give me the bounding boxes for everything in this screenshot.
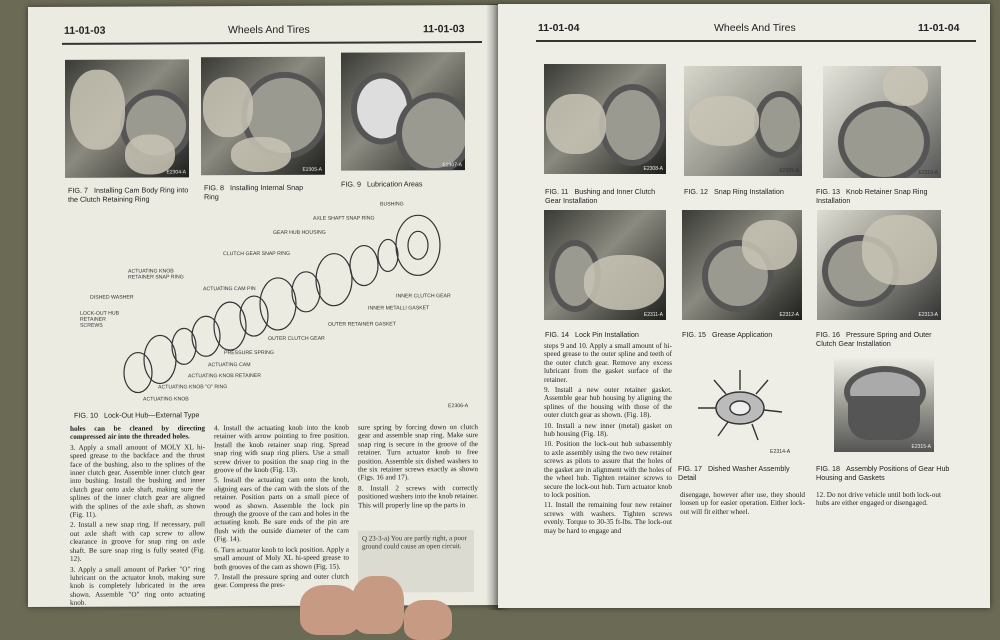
fig16-photo [817,210,941,320]
left-col1-para-1: holes can be cleaned by directing compressed air into the threaded holes. [70,424,205,442]
fig12-photo [684,66,802,176]
left-text-column-3 [358,423,478,512]
label-outer-clutch-gear: OUTER CLUTCH GEAR [268,335,325,342]
label-clutch-gear-snap-ring: CLUTCH GEAR SNAP RING [223,250,291,258]
fig11-code: E2308-A [643,166,663,172]
right-text-column-2 [680,491,805,518]
label-inner-clutch-gear: INNER CLUTCH GEAR [396,293,451,300]
right-col1-para-4: 10. Position the lock-out hub subassembly to axle assembly using the two new retainer screws as pilots to assure that the holes of the gasket are in alignment with the holes of the wheel hub. Tighten retainer screws to secure the lock-out hub. Turn actuator knob to lock position. [544,440,672,499]
fig10-number: FIG. 10 [74,410,98,420]
fig8-photo [201,57,325,176]
fig15-text: Grease Application [711,330,773,339]
fig12-number: FIG. 12 [684,187,708,196]
label-axle-shaft-snap-ring: AXLE SHAFT SNAP RING [313,215,375,222]
label-pressure-spring: PRESSURE SPRING [224,349,274,357]
right-col2-para-1: disengage, however after use, they should loosen up for easier operation. Either lock-out will fit either wheel. [680,491,805,516]
fig9-text: Lubrication Areas [366,179,423,189]
label-inner-metalli-gasket: INNER METALLI GASKET [368,305,430,312]
fig13-photo [823,66,941,178]
fig10-caption [74,410,374,420]
left-col1-para-3: 2. Install a new snap ring. If necessary, pull out axle shaft with cap screw to allow clearance in groove for snap ring on axle shaft. Be sure snap ring is fully seated (Fig. 12). [70,520,205,563]
fig18-text: Assembly Positions of Gear Hub Housing and Gaskets [816,464,950,482]
fig9-number: FIG. 9 [341,179,361,189]
fig17-text: Dished Washer Assembly Detail [678,464,790,482]
right-col1-para-3: 10. Install a new inner (metal) gasket on hub housing (Fig. 18). [544,421,672,439]
label-outer-retainer-gasket: OUTER RETAINER GASKET [328,321,396,328]
fig11-caption [545,187,670,205]
left-text-column-2 [214,424,349,592]
fig10-text: Lock-Out Hub—External Type [103,410,200,420]
right-text-column-3 [816,491,941,510]
fig17-number: FIG. 17 [678,464,702,473]
fig18-photo [834,356,934,452]
page-number-right-outer: 11-01-04 [918,22,960,34]
fig15-caption [682,330,807,339]
left-col3-para-1: sure spring by forcing down on clutch gear and assemble snap ring. Make sure snap ring is secure in the groove of the retainer. Turn actuator knob to free position. Assemble six dished washers to the six retainer screws exactly as shown (Figs. 16 and 17). [358,423,478,483]
left-col2-para-1: 4. Install the actuating knob into the knob retainer with arrow pointing to free position. Install the knob retainer snap ring. Spread snap ring with snap ring pliers. Use a small screw driver to position the snap ring in the groove of the knob (Fig. 13). [214,423,349,475]
fig7-photo [65,59,189,178]
fig9-code: E2307-A [442,162,462,169]
label-actuating-knob: ACTUATING KNOB [143,396,189,403]
header-rule-right [536,40,976,42]
fig14-number: FIG. 14 [545,330,569,339]
fig7-code: E2304-A [166,169,186,176]
fig7-text: Installing Cam Body Ring into the Clutch Retaining Ring [68,185,189,204]
fig14-caption [545,330,670,339]
fig16-caption [816,330,951,348]
fig17-caption [678,464,798,482]
fig18-caption [816,464,956,482]
right-text-column-1 [544,342,672,537]
fig8-code: E2305-A [302,166,322,173]
fig9-caption [341,179,471,189]
label-retainer-screws: LOCK-OUT HUB RETAINER SCREWS [80,310,120,329]
fig18-code: E2315-A [911,444,931,450]
fig10-code: E2306-A [448,403,469,410]
fig17-dished-washer-drawing [678,360,808,456]
fig15-code: E2312-A [779,312,799,318]
left-col2-para-3: 6. Turn actuator knob to lock position. Apply a small amount of Moly XL hi-speed grease to both grooves of the cam as shown (Fig. 15). [214,545,349,571]
fig16-code: E2313-A [918,312,938,318]
fig9-photo [341,52,465,171]
fig13-text: Knob Retainer Snap Ring Installation [816,187,928,205]
left-col1-para-4: 3. Apply a small amount of Parker "O" ring lubricant on the actuator knob, making sure knob is completely lubricated in the area shown. Assemble "O" ring onto actuating knob. [70,564,205,607]
label-actuating-knob-retainer: ACTUATING KNOB RETAINER [188,373,262,380]
page-number-right: 11-01-04 [538,22,580,34]
fig14-photo [544,210,666,320]
fig8-text: Installing Internal Snap Ring [204,182,304,202]
fig13-number: FIG. 13 [816,187,840,196]
quiz-note: Q 23-3-a) You are partly right, a poor ground could cause an open circuit. [358,530,474,593]
section-title-left: Wheels And Tires [228,23,310,37]
fig7-number: FIG. 7 [68,185,88,195]
fig11-text: Bushing and Inner Clutch Gear Installation [545,187,656,205]
header-rule [62,41,482,45]
fig18-number: FIG. 18 [816,464,840,473]
label-actuating-cam: ACTUATING CAM [208,362,251,369]
left-col1-para-2: 3. Apply a small amount of MOLY XL hi-speed grease to the backface and the thrust face of the bushing, also to the splines of the inner clutch gear. Assemble inner clutch gear into bushing. Install the bushing and inner clutch gear onto axle shaft, making sure the splines of the inner clutch gear are aligned with the splines of the axle shaft, as shown (Fig. 11). [70,443,205,519]
thumb [300,585,360,635]
left-col2-para-4: 7. Install the pressure spring and outer clutch gear. Compress the pres- [214,572,349,590]
page-number-left: 11-01-03 [64,24,106,37]
label-bushing: BUSHING [380,201,404,208]
right-col3-para-1: 12. Do not drive vehicle until both lock-out hubs are either engaged or disengaged. [816,491,941,508]
fig11-photo [544,64,666,174]
right-page [498,4,990,608]
left-text-column-1 [70,424,205,607]
page-number-right-corner: 11-01-03 [423,23,465,36]
label-actuating-cam-pin: ACTUATING CAM PIN [203,286,256,293]
left-col2-para-2: 5. Install the actuating cam onto the knob, aligning ears of the cam with the slots of the retainer. Position parts on a small piece of wood as shown. Assemble the lock pin through the groove of the cam and holes in the actuating knob. Be sure ends of the pin are flush with the outside diameter of the cam (Fig. 14). [214,476,349,544]
left-page [28,5,498,607]
fig15-photo [682,210,802,320]
fig13-code: E2310-A [918,170,938,176]
label-dished-washer: DISHED WASHER [90,294,134,301]
fig16-text: Pressure Spring and Outer Clutch Gear Installation [816,330,932,348]
fig12-caption [684,187,809,196]
fig14-code: E2311-A [643,312,663,318]
middle-finger [404,600,452,640]
fig17-code: E2314-A [770,449,791,455]
fig8-number: FIG. 8 [204,183,224,193]
section-title-right: Wheels And Tires [714,22,796,34]
right-col1-para-2: 9. Install a new outer retainer gasket. Assemble gear hub housing by aligning the splines of the housing with those of the outer clutch gear as shown. (Fig. 18). [544,386,672,420]
right-col1-para-1: steps 9 and 10. Apply a small amount of hi-speed grease to the outer spline and teeth of the outer clutch gear. Remove any excess lubricant from the gasket surface of the retainer. [544,342,672,384]
label-knob-retainer-snap-ring: ACTUATING KNOB RETAINER SNAP RING [128,268,184,281]
index-finger [352,576,404,634]
left-col3-para-2: 8. Install 2 screws with correctly positioned washers into the knob retainer. This will properly line up the parts in [358,483,478,510]
fig12-text: Snap Ring Installation [713,187,784,196]
fig12-code: E2309-A [779,168,799,174]
fig10-exploded-diagram [98,193,498,415]
fig13-caption [816,187,946,205]
fig15-number: FIG. 15 [682,330,706,339]
fig14-text: Lock Pin Installation [574,330,639,339]
right-col1-para-5: 11. Install the remaining four new retainer screws with washers. Tighten screws evenly. Torque to 30-35 ft-lbs. The lock-out may be hard to engage and [544,501,672,535]
fig11-number: FIG. 11 [545,187,569,196]
label-actuating-knob-o-ring: ACTUATING KNOB "O" RING [158,384,228,391]
fig16-number: FIG. 16 [816,330,840,339]
label-gear-hub-housing: GEAR HUB HOUSING [273,229,326,236]
